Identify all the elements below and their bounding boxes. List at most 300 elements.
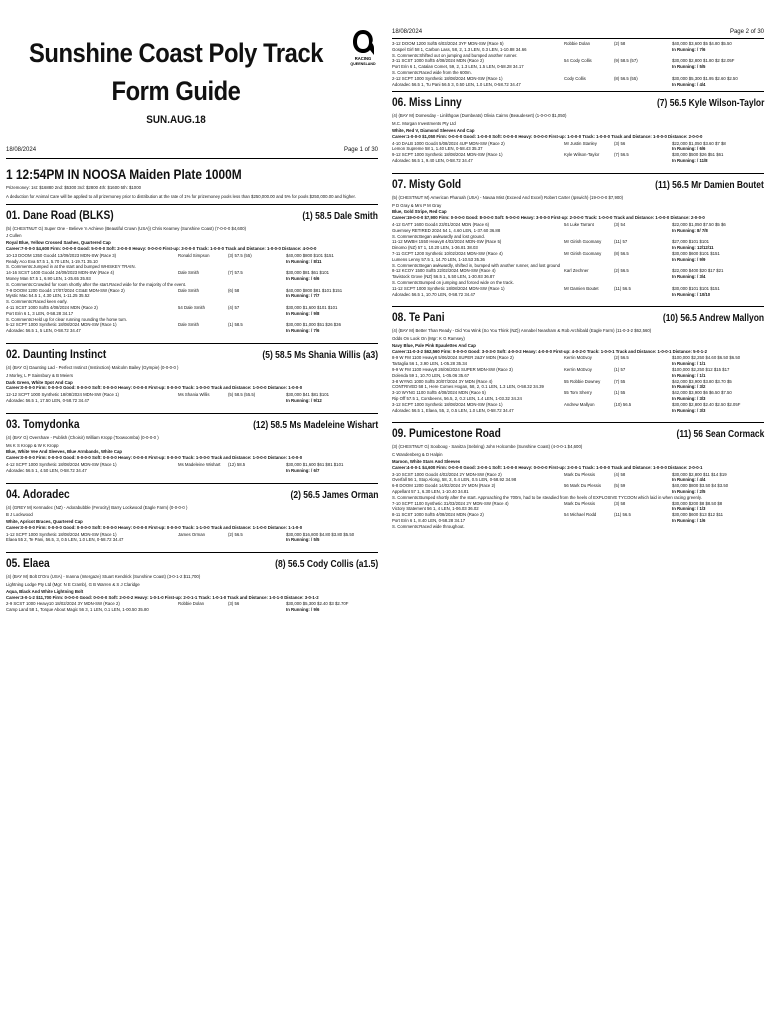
form-in-running: In Running: / 3/3 <box>672 396 706 402</box>
form-spacer <box>614 47 672 53</box>
form-result: Mystic Mac 54.5 1, 4.30 LEN, 1-11.25 35.52 <box>6 293 90 299</box>
form-jockey: 54 Michael Rodd <box>564 512 597 518</box>
form-jockey: 54 Cody Collis <box>564 58 592 64</box>
runner-header <box>392 91 764 111</box>
form-jockey: Andrew Mallyon <box>564 401 595 407</box>
form-prizes: $30,000 $600 $13 $12 $11 <box>672 512 724 518</box>
race-block <box>6 166 378 613</box>
runner-career: Career:3-0-1-2 $11,700 Firm: 0-0-0-0 Good: 0-0-0-0 Soft: 2-0-0-2 Heavy: 1-0-1-0 First-up: 2-0-1-1 Track: 1-0-1-0 Track and Distance: 1-0-1-0 Distance: 3-0-1-2 <box>6 594 319 600</box>
runner-form <box>392 472 764 530</box>
svg-text:RACING: RACING <box>354 56 372 61</box>
form-barrier-weight: (1) 55 <box>614 390 626 396</box>
form-race: 3-10 SCST 1000 Good4 4/02/2024 2Y MDN-SW (Race 2) <box>392 471 502 477</box>
form-race: 4-12 SCPT 1000 Synthetic 18/08/2024 MDN-SW (Race 1) <box>6 461 117 467</box>
form-spacer <box>228 259 286 265</box>
form-spacer <box>564 82 614 88</box>
form-spacer <box>178 537 228 543</box>
form-result: Appellant 57 1, 6.30 LEN, 1-10.40 34.81 <box>392 489 469 495</box>
runner-career: Career:1-0-0-0 $1,050 Firm: 0-0-0-0 Good: 1-0-0-0 Soft: 0-0-0-0 Heavy: 0-0-0-0 First-up: 1-0-0-0 Track: 1-0-0-0 Track and Distance: 1-0-0-0 Distance: 2-0-0-0 <box>392 133 703 139</box>
runner-entry <box>6 552 378 613</box>
form-barrier-weight: (3) 57.5 (55) <box>228 252 252 258</box>
form-spacer <box>564 518 614 524</box>
form-jockey: Ms Shania Willis <box>178 392 210 398</box>
runner-trainer: J Morley, L P Sainsbury & B Meiers <box>6 372 74 378</box>
form-spacer <box>178 311 228 317</box>
runner-breeding: (4) (BAY M) Domesday - Linlithgow (Dumbeats) Olivia Cairns (Beaudesert) (1-0-0-0 $1,050) <box>392 113 567 119</box>
form-row-detail <box>392 518 764 524</box>
header-rule-right <box>392 38 764 39</box>
form-result: Adoradec 56.5 1, Elaea, 55, 2, 0.5 LEN, 1.0 LEN, 0-58.72 34.47 <box>392 407 514 413</box>
runner-entry <box>6 343 378 404</box>
form-comment: S. Comments:Raced wide from the 600m. <box>392 69 472 75</box>
form-result: Rip Off 57.5 1, Corsbeens, 56.5, 2, 0.2 LEN, 1.4 LEN, 1-03.32 34.24 <box>392 396 522 402</box>
form-result: Adoradec 56.5 1, Tu Pani 56.5 3, 0.50 LEN, 1.0 LEN, 0-58.72 34.47 <box>392 81 521 87</box>
runner-career: Career:11-0-3-2 $62,560 Firm: 0-0-0-0 Good: 3-0-3-0 Soft: 4-0-0-2 Heavy: 4-0-0-0 First-up: 4-0-2-0 Track: 1-0-0-1 Track and Distance: 1-0-0-1 Distance: 5-0-1-2 <box>392 348 707 354</box>
form-barrier-weight: (11) 56.5 <box>614 512 631 518</box>
runner-form <box>392 355 764 413</box>
form-in-running: In Running: / 7/6 <box>286 328 320 334</box>
form-prizes: $40,000 $3,600 $5 $4.80 $5.50 <box>672 41 732 46</box>
form-prizes: $22,000 $1,050 $3.60 $7 $8 <box>672 140 726 146</box>
form-spacer <box>228 311 286 317</box>
form-in-running: In Running: 12/12/11 <box>672 245 714 251</box>
form-result: Ready Aco Eva 57.5 1, 5.70 LEN, 1-19.71 35.10 <box>6 258 98 264</box>
page-subtitle: Form Guide <box>111 76 241 106</box>
form-race: 12-12 SCPT 1000 Synthetic 18/08/2024 MDN-SW (Race 1) <box>6 392 119 398</box>
runner-form <box>392 222 764 297</box>
runner-entry <box>6 204 378 334</box>
form-comment: S. Comments:Began awkwardly and lost ground. <box>392 233 485 239</box>
form-barrier-weight: (1) 58.5 <box>228 322 243 328</box>
form-race: 2-9 SCST 1000 Heavy10 18/02/2024 3Y MDN-SW (Race 2) <box>6 601 120 607</box>
form-spacer <box>614 158 672 164</box>
form-jockey: 54 Dale Smith <box>178 304 205 310</box>
form-barrier-weight: (3) 56 <box>614 140 626 146</box>
runner-entry <box>6 413 378 474</box>
runner-header <box>392 422 764 442</box>
form-prizes: $42,000 $3,900 $3.80 $3.70 $5 <box>672 378 732 384</box>
form-race: 7-9 DOOM 1200 Good4 17/07/2024 CG&E MDN-SW (Race 2) <box>6 287 125 293</box>
form-row-detail <box>392 158 764 164</box>
runner-name: 01. Dane Road (BLKS) <box>6 207 114 222</box>
runner-breeding: (3) (CHESTNUT G) Sooboog - Sanitza (Sebring) John Holcombe (Sunshine Coast) (4-0-0-1 $4,600) <box>392 444 583 450</box>
form-jockey: Robbie Dolan <box>564 41 591 46</box>
form-barrier-weight: (1) 57 <box>614 367 626 373</box>
form-barrier-weight: (4) 57 <box>228 304 240 310</box>
runner-jockey: (11) 56.5 Mr Damien Boutet <box>655 179 764 191</box>
runner-form <box>6 462 378 474</box>
runner-career: Career:4-0-0-1 $4,600 Firm: 0-0-0-0 Good: 2-0-0-1 Soft: 1-0-0-0 Heavy: 0-0-0-0 First-up: 2-0-0-1 Track: 1-0-0-0 Track and Distance: 1-0-0-0 Distance: 2-0-0-1 <box>392 464 703 470</box>
form-prizes: $30,000 $41 $81 $101 <box>286 392 330 398</box>
runner-name: 08. Te Pani <box>392 310 445 325</box>
form-row-detail <box>392 257 764 263</box>
form-prizes: $30,000 $2,800 $1.80 $2 $2.05F <box>672 58 735 64</box>
runner-career: Career:0-0-0-0 Firm: 0-0-0-0 Good: 0-0-0-0 Soft: 0-0-0-0 Heavy: 0-0-0-0 First-up: 0-0-0-0 Track: 1-1-0-0 Track and Distance: 1-1-0-0 Distance: 1-1-0-0 <box>6 524 303 530</box>
form-barrier-weight: (2) 56.5 <box>228 531 243 537</box>
form-race: 9-9 W FM 1100 Heavy8 26/06/2024 SUPER MDN-SW (Race 3) <box>392 367 513 373</box>
runner-name: 06. Miss Linny <box>392 95 462 110</box>
form-comment: S. Comments:Shifted out on jumping and bumped another runner. <box>392 52 518 58</box>
runner-trainer: B J Lockwood <box>6 512 33 518</box>
form-race: 3-8 WYNG 1000 Soft5 20/07/2024 3Y MDN (Race 4) <box>392 378 493 384</box>
form-row-detail <box>6 607 378 613</box>
form-barrier-weight: (3) 56 <box>228 601 240 607</box>
form-spacer <box>614 292 672 298</box>
runner-breeding: (4) (BAY M) Better Than Ready - Did You Wink (So You Think (NZ)) Annabel Neasham & Rob Archibald (Eagle Farm) (11-0-3-2 $62,560) <box>392 328 652 334</box>
form-in-running: In Running: / 4/4 <box>672 477 706 483</box>
prizemoney: Prizemoney: 1st: $16880 2nd: $5300 3rd: $2800 4th: $1600 5th: $1000 <box>6 185 141 190</box>
page-title: Sunshine Coast Poly Track <box>28 38 324 68</box>
runner-name: 07. Misty Gold <box>392 176 462 191</box>
form-race: 8-9 W FM 1100 Heavy8 5/06/2024 SUPER 2&3Y MDN (Race 2) <box>392 355 514 361</box>
header-rule <box>6 158 378 159</box>
runner-trainer: C Wandenberg & D Halpin <box>392 452 443 458</box>
form-spacer <box>614 518 672 524</box>
runner-header <box>6 552 378 572</box>
runner-name: 02. Daunting Instinct <box>6 346 107 361</box>
runner-career: Career:0-0-0-0 Firm: 0-0-0-0 Good: 0-0-0-0 Soft: 0-0-0-0 Heavy: 0-0-0-0 First-up: 0-0-0-0 Track: 1-0-0-0 Track and Distance: 1-0-0-0 Distance: 1-0-0-0 <box>6 455 303 461</box>
form-in-running: In Running: 8/ 7/8 <box>672 227 708 233</box>
left-page <box>6 0 378 1024</box>
form-comment: S. Comments:Bumped shortly after the start. Approaching the 700m, had to be steadied from the heels of EXPLOSIVE TYCOON which laid in when racing greenly. <box>392 494 702 500</box>
form-result: Money Man 57.5 1, 6.90 LEN, 1-25.65 35.93 <box>6 275 91 281</box>
form-in-running: In Running: / 5/5 <box>672 64 706 70</box>
runner-breeding: (5) (CHESTNUT G) Super One - Believe 'n Achieve (Beautiful Crown (USA)) Chris Kearney (Sunshine Coast) (7-0-0-0 $4,600) <box>6 225 247 231</box>
form-jockey: Robbie Dolan <box>178 601 205 607</box>
form-result: Port Erin 6 1, 3 LEN, 0-58.28 34.17 <box>6 310 74 316</box>
form-race: 2-12 SCPT 1000 Synthetic 18/08/2024 MDN-SW (Race 1) <box>392 75 503 81</box>
form-spacer <box>178 328 228 334</box>
runner-breeding: (4) (BAY M) Bolt D'Oro (USA) - Inanna (Intergaze) Stuart Kendrick (Sunshine Coast) (3-0-1-2 $11,700) <box>6 574 201 580</box>
form-comment: S. Comments:Jumped in at the start and bumped WHISKEY TRAIN. <box>6 264 136 270</box>
form-spacer <box>614 82 672 88</box>
form-prizes: $30,000 $500 $26 $51 $61 <box>672 152 724 158</box>
form-spacer <box>564 292 614 298</box>
form-spacer <box>614 257 672 263</box>
form-prizes: $30,000 $5,300 $2.40 $3 $2.70F <box>286 601 349 607</box>
runner-name: 05. Elaea <box>6 556 50 571</box>
form-barrier-weight: (4) 58 <box>614 471 626 477</box>
runner-header <box>6 413 378 433</box>
continued-form <box>392 41 764 87</box>
form-barrier-weight: (11) 56.5 <box>614 285 631 291</box>
form-in-running: In Running: / 6/6 <box>286 275 320 281</box>
form-result: Adoradec 56.5 1, 9.40 LEN, 0-58.72 34.47 <box>392 157 473 163</box>
form-jockey: Dale Smith <box>178 287 200 293</box>
form-spacer <box>614 408 672 414</box>
form-result: Tavistock Grove (NZ) 56.5 1, 5.50 LEN, 1-30.93 36.87 <box>392 274 495 280</box>
runner-list <box>6 204 378 613</box>
page-header-right <box>392 28 764 36</box>
form-race: 3-12 SCPT 1000 Synthetic 18/08/2024 MDN-SW (Race 1) <box>392 401 503 407</box>
form-jockey: Kyle Wilson-Taylor <box>564 152 600 158</box>
form-race: 8-12 KCOY 1500 Soft5 22/02/2024 MDN-SW (Race 4) <box>392 268 496 274</box>
form-in-running: In Running: / 1/6 <box>672 518 706 524</box>
form-jockey: Karl Zechner <box>564 268 589 274</box>
form-prizes: $30,000 $200 $8 $8.50 $8 <box>672 500 723 506</box>
form-result: Elaea 55 2, Te Pani, 56.5, 3, 0.5 LEN, 1.0 LEN, 0-58.72 34.47 <box>6 537 124 543</box>
form-jockey: 54 Luke Tarrant <box>564 221 594 227</box>
runner-jockey: (8) 56.5 Cody Collis (a1.5) <box>275 559 378 571</box>
form-result: Port Erin 6 1, 8.40 LEN, 0-58.28 34.17 <box>392 518 466 524</box>
form-prizes: $40,000 $800 $101 $151 <box>286 252 334 258</box>
runner-jockey: (12) 58.5 Ms Madeleine Wishart <box>252 419 378 431</box>
page-header <box>6 146 378 154</box>
runner-career: Career:0-0-0-0 Firm: 0-0-0-0 Good: 0-0-0-0 Soft: 0-0-0-0 Heavy: 0-0-0-0 First-up: 0-0-0-0 Track: 1-0-0-0 Track and Distance: 1-0-0-0 Distance: 1-0-0-0 <box>6 385 303 391</box>
header-page: Page 1 of 30 <box>343 147 378 153</box>
racing-queensland-logo <box>350 28 376 68</box>
runner-header <box>6 343 378 363</box>
runner-jockey: (10) 56.5 Andrew Mallyon <box>662 313 764 325</box>
form-spacer <box>178 276 228 282</box>
runner-entry <box>392 306 764 413</box>
form-in-running: In Running: / 3/3 <box>672 407 706 413</box>
form-row-detail <box>392 228 764 234</box>
form-in-running: In Running: / 6/7 <box>286 467 320 473</box>
form-jockey: 56 Mark Du Plessis <box>564 483 602 489</box>
form-race: 14-16 SCST 1400 Good4 24/09/2023 MDN-SW (Race 4) <box>6 270 115 276</box>
form-in-running: In Running: / 9/9 <box>672 256 706 262</box>
race-title: 1 12:54PM IN NOOSA Maiden Plate 1000M <box>6 166 242 182</box>
form-spacer <box>564 228 614 234</box>
form-comment: S. Comments:Raced keen early. <box>6 299 68 305</box>
form-result: Victory Statement 56 1, 4 LEN, 1-06.03 36.02 <box>392 506 479 512</box>
form-result: Dolenda 59 1, 10.70 LEN, 1-05.06 35.67 <box>392 372 470 378</box>
form-comment: S. Comments:Held up for clear running rounding the home turn. <box>6 316 128 322</box>
runner-form <box>6 601 378 613</box>
deduction-note: A deduction for Animal Care will be applied to all prizemoney prior to distribution at the rate of 1% for prizemoney pools less than $250,000.00 and 5% for pools $250,000.00 and higher. <box>6 193 356 199</box>
runner-trainer: P D Gray & Mrs P M Gray <box>392 202 442 208</box>
runner-name: 03. Tomydonka <box>6 416 80 431</box>
form-result: Adoradec 56.5 1, 17.50 LEN, 0-58.72 34.47 <box>6 397 90 403</box>
form-in-running: In Running: / 1/3 <box>672 506 706 512</box>
runner-entry <box>392 91 764 163</box>
form-spacer <box>228 537 286 543</box>
form-race: 8-11 SCST 1000 Soft5 4/08/2024 MDN (Race 2) <box>392 512 484 518</box>
form-spacer <box>178 607 228 613</box>
form-spacer <box>178 259 228 265</box>
runner-jockey: (1) 58.5 Dale Smith <box>302 210 378 222</box>
form-race: 4-10 DALB 1000 Good4 5/08/2024 4UP MDN-SW (Race 2) <box>392 140 505 146</box>
form-race: 11-12 SCPT 1000 Synthetic 18/08/2024 MDN-SW (Race 1) <box>392 285 505 291</box>
form-prizes: $22,000 $1,050 $7.50 $5 $6 <box>672 221 726 227</box>
form-spacer <box>564 274 614 280</box>
runner-header <box>6 204 378 224</box>
form-comment: S. Comments:Began awkwardly, shifted in, bumped with another runner, and lost ground <box>392 262 561 268</box>
form-spacer <box>228 468 286 474</box>
form-spacer <box>614 274 672 280</box>
form-row-detail <box>6 537 378 543</box>
form-row-detail <box>392 408 764 414</box>
form-race: 4-11 SCST 1000 Soft5 4/08/2024 MDN (Race 2) <box>6 304 98 310</box>
runner-entry <box>6 483 378 544</box>
runner-name: 09. Pumicestone Road <box>392 426 501 441</box>
form-barrier-weight: (7) 57.5 <box>228 270 243 276</box>
form-race: 7-11 GCPT 1200 Synthetic 10/02/2024 MDN-SW (Race 4) <box>392 250 503 256</box>
form-barrier-weight: (2) 58 <box>614 41 626 46</box>
form-in-running: In Running: / 8/11 <box>286 258 322 264</box>
form-barrier-weight: (3) 54 <box>614 221 626 227</box>
form-row-detail <box>392 82 764 88</box>
form-race: 3-11 SCST 1000 Soft5 4/08/2024 MDN (Race 2) <box>392 58 484 64</box>
form-result: Lumens Lenny 57.5 1, 14.70 LEN, 1-10.53 35.36 <box>392 256 485 262</box>
form-result: Gospel Girl 58 1, Carbon Lass, 58, 2, 1.3 LEN, 0.3 LEN, 1-10.88 34.66 <box>392 46 527 52</box>
form-result: CONTRIVED 58 1, Here Comes Hogan, 58, 2, 0.1 LEN, 1.3 LEN, 0-58.32 34.39 <box>392 384 544 390</box>
form-jockey: Kerrin McEvoy <box>564 367 592 373</box>
runner-colours: White, Apricot Braces, Quartered Cap <box>6 519 83 525</box>
runner-colours: Aqua, Black And White Lightning Bolt <box>6 588 84 594</box>
right-content <box>392 41 764 530</box>
form-prizes: $30,000 $2,800 $2.40 $2.50 $2.05F <box>672 401 741 407</box>
form-comment: S. Comments:Crowded for room shortly after the start.Raced wide for the majority of the event. <box>6 281 187 287</box>
form-jockey: Mark Du Plessis <box>564 471 596 477</box>
runner-colours: Maroon, White Stars And Sleeves <box>392 459 461 465</box>
header-date: 18/08/2024 <box>6 147 37 153</box>
form-in-running: In Running: / 5/5 <box>286 537 320 543</box>
runner-career: Career:19-0-0-0 $7,900 Firm: 0-0-0-0 Good: 8-0-0-0 Soft: 5-0-0-0 Heavy: 3-0-0-0 First-up: 2-0-0-0 Track: 1-0-0-0 Track and Distance: 1-0-0-0 Distance: 2-0-0-0 <box>392 215 705 221</box>
runner-header <box>392 173 764 193</box>
form-row-detail <box>6 398 378 404</box>
meeting-date: SUN.AUG.18 <box>146 114 206 126</box>
form-spacer <box>178 398 228 404</box>
runner-colours: White, Red V, Diamond Sleeves And Cap <box>392 127 475 133</box>
form-spacer <box>178 468 228 474</box>
form-spacer <box>564 64 614 70</box>
runner-list-right <box>392 91 764 529</box>
form-prizes: $30,000 $1,000 $51 $26 $36 <box>286 322 341 328</box>
form-result: Overfall 56 1, Stop Along, 58, 2, 0.4 LEN, 0.5 LEN, 0-58.92 34.98 <box>392 477 517 483</box>
right-page <box>392 0 764 1024</box>
form-spacer <box>614 64 672 70</box>
form-race: 9-12 SCPT 1000 Synthetic 18/08/2024 MDN-SW (Race 1) <box>392 152 503 158</box>
form-barrier-weight: (5) 58.5 (55.5) <box>228 392 256 398</box>
runner-breeding: (4) (GREY M) Kermadec (NZ) - Adorabubble (Ferocity) Barry Lockwood (Eagle Farm) (0-0-0-0 ) <box>6 504 188 510</box>
runner-form <box>392 141 764 164</box>
form-prizes: $100,000 $2,250 $12 $15 $17 <box>672 367 730 373</box>
form-row-detail <box>392 47 764 53</box>
form-jockey: Mr Damien Boutet <box>564 285 599 291</box>
form-barrier-weight: (8) 56.5 <box>614 250 629 256</box>
form-row-detail <box>6 311 378 317</box>
form-barrier-weight: (2) 56.5 <box>614 355 629 361</box>
form-race: 4-12 GATT 1600 Good4 23/01/2024 MDN (Race 6) <box>392 221 490 227</box>
form-in-running: In Running: / 1/1 <box>672 361 706 367</box>
form-spacer <box>228 293 286 299</box>
header-page-right: Page 2 of 30 <box>729 29 764 35</box>
form-prizes: $30,000 $81 $61 $101 <box>286 270 330 276</box>
form-in-running: In Running: / 2/5 <box>672 489 706 495</box>
form-prizes: $30,000 $2,800 $11 $14 $19 <box>672 471 727 477</box>
runner-name: 04. Adoradec <box>6 486 70 501</box>
form-prizes: $30,000 $101 $101 $151 <box>672 285 720 291</box>
form-spacer <box>614 489 672 495</box>
form-barrier-weight: (2) 56.5 <box>614 268 629 274</box>
form-in-running: In Running: / 1/1 <box>672 372 706 378</box>
form-result: Adoradec 56.5 1, 5 LEN, 0-58.72 34.47 <box>6 328 81 334</box>
runner-jockey: (2) 56.5 James Orman <box>290 489 378 501</box>
form-row-detail <box>6 276 378 282</box>
runner-entry <box>392 173 764 298</box>
runner-form <box>6 532 378 544</box>
form-race: 10-13 DOOM 1350 Good4 13/09/2023 MDN-SW (Race 3) <box>6 252 117 258</box>
form-jockey: Mr Girish Goomany <box>564 250 602 256</box>
form-in-running: In Running: / 3/4 <box>672 274 706 280</box>
form-barrier-weight: (3) 58 <box>614 500 626 506</box>
form-jockey: 55 Tom Sherry <box>564 390 592 396</box>
runner-entry <box>392 422 764 529</box>
form-in-running: In Running: / 7/7 <box>286 293 320 299</box>
form-jockey: Mr Justin Stanley <box>564 140 597 146</box>
form-prizes: $30,000 $16,800 $4.80 $3.80 $5.50 <box>286 531 355 537</box>
form-jockey: Dale Smith <box>178 270 200 276</box>
form-result: Camp Land 58 1, Torque About Magic 56 3, 1 LEN, 0.1 LEN, 1-00.50 35.80 <box>6 607 149 613</box>
form-result: Dinomo (NZ) 57 1, 10.20 LEN, 1-36.81 38.03 <box>392 245 478 251</box>
form-race: 11-12 MWBH 1550 Heavy8 4/02/2024 MDN-SW (Race 5) <box>392 239 502 245</box>
form-jockey: Kerrin McEvoy <box>564 355 592 361</box>
form-race: 5-12 SCPT 1000 Synthetic 18/08/2024 MDN-SW (Race 1) <box>6 322 117 328</box>
form-row-detail <box>392 489 764 495</box>
form-result: Lemon Supreme 58 1, 1.40 LEN, 0-58.43 35.37 <box>392 146 483 152</box>
runner-colours: Dark Green, White Spot And Cap <box>6 379 73 385</box>
runner-trainer: M.C. Morgan Investments Pty Ltd <box>392 121 456 127</box>
form-in-running: In Running: / 6/6 <box>672 146 706 152</box>
form-prizes: $40,000 $800 $3.50 $4 $3.50 <box>672 483 729 489</box>
form-race: 7-10 SCPT 1100 Synthetic 31/03/2024 2Y MDN-SW (Race 4) <box>392 500 509 506</box>
runner-trainer: Odds On Look On (Mgr: K G Ramsey) <box>392 336 465 342</box>
form-jockey: Ronald Simpson <box>178 252 210 258</box>
form-result: Tartaglia 56 1, 3.90 LEN, 1-05.28 35.34 <box>392 361 468 367</box>
runner-trainer: Lightning Lodge Pty Ltd (Mgr: N E Cramb), G B Warren & S J Claridge <box>6 582 140 588</box>
form-result: Adoradec 56.5 1, 10.70 LEN, 0-58.72 34.47 <box>392 291 476 297</box>
form-prizes: $30,000 $600 $101 $151 <box>672 250 720 256</box>
runner-jockey: (7) 56.5 Kyle Wilson-Taylor <box>656 98 764 110</box>
form-in-running: In Running: / 7/6 <box>672 46 706 52</box>
form-result: Port Erin 6 1, Catalan Comet, 59, 2, 1.3 LEN, 1.5 LEN, 0-58.28 34.17 <box>392 64 524 70</box>
runner-colours: Blue, White Vee And Sleeves, Blue Armbands, White Cap <box>6 449 122 455</box>
form-row-detail <box>392 292 764 298</box>
form-barrier-weight: (6) 58 <box>228 287 240 293</box>
title-block <box>6 38 346 127</box>
form-spacer <box>228 607 286 613</box>
form-in-running: In Running: / 9/6 <box>286 607 320 613</box>
form-prizes: $22,000 $400 $20 $17 $21 <box>672 268 724 274</box>
runner-jockey: (11) 56 Sean Cormack <box>676 429 764 441</box>
form-race: 6-8 DOOM 1200 Good4 14/02/2024 2Y MDN (Race 2) <box>392 483 496 489</box>
form-row-detail <box>6 468 378 474</box>
form-jockey: 55 Robbie Downey <box>564 378 601 384</box>
form-barrier-weight: (9) 58.5 (57) <box>614 58 638 64</box>
form-spacer <box>614 228 672 234</box>
form-prizes: $40,000 $800 $81 $101 $151 <box>286 287 343 293</box>
form-prizes: $100,000 $2,250 $4.60 $6.50 $6.50 <box>672 355 741 361</box>
runner-colours: Navy Blue, Pale Pink Epaulettes And Cap <box>392 342 476 348</box>
runner-career: Career:7-0-0-0 $4,600 Firm: 0-0-0-0 Good: 5-0-0-0 Soft: 2-0-0-0 Heavy: 0-0-0-0 First-up: 3-0-0-0 Track: 1-0-0-0 Track and Distance: 1-0-0-0 Distance: 4-0-0-0 <box>6 245 317 251</box>
runner-colours: Blue, Gold Stripe, Red Cap <box>392 209 447 215</box>
form-prizes: $30,000 $5,300 $1.95 $2.60 $2.50 <box>672 75 738 81</box>
form-jockey: Cody Collis <box>564 75 586 81</box>
form-in-running: In Running: / 10/10 <box>672 291 711 297</box>
form-barrier-weight: (7) 55 <box>614 378 626 384</box>
form-race: 1-12 SCPT 1000 Synthetic 18/08/2024 MDN-SW (Race 1) <box>6 531 117 537</box>
form-spacer <box>564 47 614 53</box>
header-date-right: 18/08/2024 <box>392 29 423 35</box>
form-jockey: James Orman <box>178 531 205 537</box>
form-jockey: Mark Du Plessis <box>564 500 596 506</box>
runner-jockey: (5) 58.5 Ms Shania Willis (a3) <box>262 349 378 361</box>
runner-breeding: (5) (CHESTNUT M) American Pharoah (USA) - Navaa Mist (Exceed And Excel) Robert Carter (Ipswich) (19-0-0-0 $7,900) <box>392 194 624 200</box>
form-prizes: $30,000 $1,600 $101 $101 <box>286 304 338 310</box>
form-barrier-weight: (7) 56.5 <box>614 152 629 158</box>
